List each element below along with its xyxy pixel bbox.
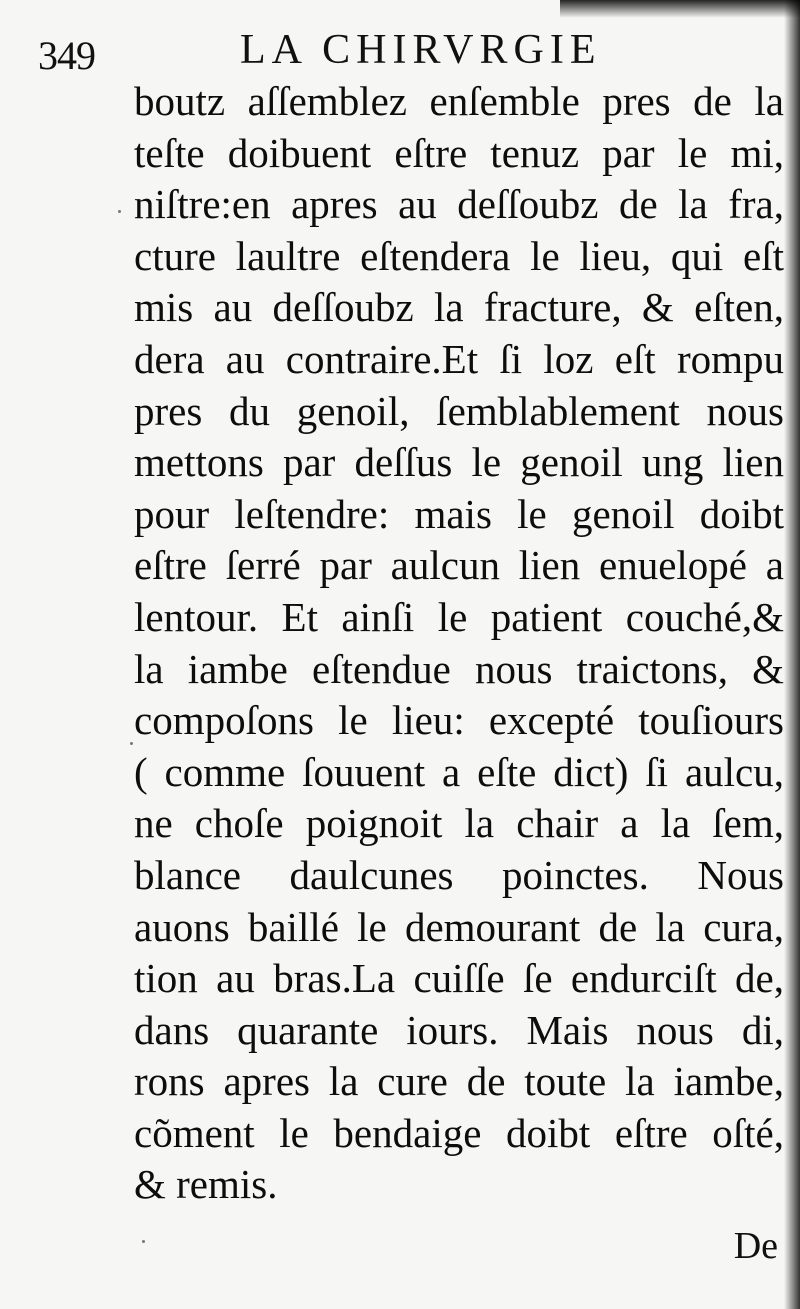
text-line: mettons par deſſus le genoil ung lien [134,439,784,486]
text-line: teſte doibuent eſtre tenuz par le mi, [134,129,784,176]
text-line: cõment le bendaige doibt eſtre oſté, [134,1109,784,1156]
text-line: ne choſe poignoit la chair a la ſem, [134,800,784,847]
text-line: boutz aſſemblez enſemble pres de la [134,78,784,124]
ink-speck [118,210,121,213]
text-line: pres du genoil, ſemblablement nous [134,387,784,434]
text-line: dera au contraire.Et ſi loz eſt rompu [134,335,784,382]
binding-edge-shadow [784,0,800,1309]
ink-speck [130,742,133,745]
text-line: lentour. Et ainſi le patient couché,& [134,593,784,640]
catchword: De [733,1225,778,1267]
text-line: dans quarante iours. Mais nous di, [134,1006,784,1053]
text-line: la iambe eſtendue nous traictons, & [134,645,784,692]
text-line: auons baillé le demourant de la cura, [134,903,784,950]
body-text [134,76,784,1211]
text-line: cture laultre eſtendera le lieu, qui eſt [134,232,784,279]
text-line: tion au bras.La cuiſſe ſe endurciſt de, [134,955,784,1002]
ink-speck [142,1240,145,1243]
text-line: niſtre:en apres au deſſoubz de la fra, [134,181,784,228]
text-line: mis au deſſoubz la fracture, & eſten, [134,284,784,331]
running-title: LA CHIRVRGIE [240,27,602,73]
text-line: & remis. [134,1161,278,1208]
text-line: compoſons le lieu: excepté touſiours [134,697,784,744]
text-line: pour leſtendre: mais le genoil doibt [134,490,784,537]
text-line: rons apres la cure de toute la iambe, [134,1058,784,1105]
text-line: eſtre ſerré par aulcun lien enuelopé a [134,542,784,589]
text-line: blance daulcunes poinctes. Nous [134,851,784,898]
page-header [0,14,800,78]
text-line: ( comme ſouuent a eſte dict) ſi aulcu, [134,748,784,795]
page-number: 349 [38,33,95,78]
